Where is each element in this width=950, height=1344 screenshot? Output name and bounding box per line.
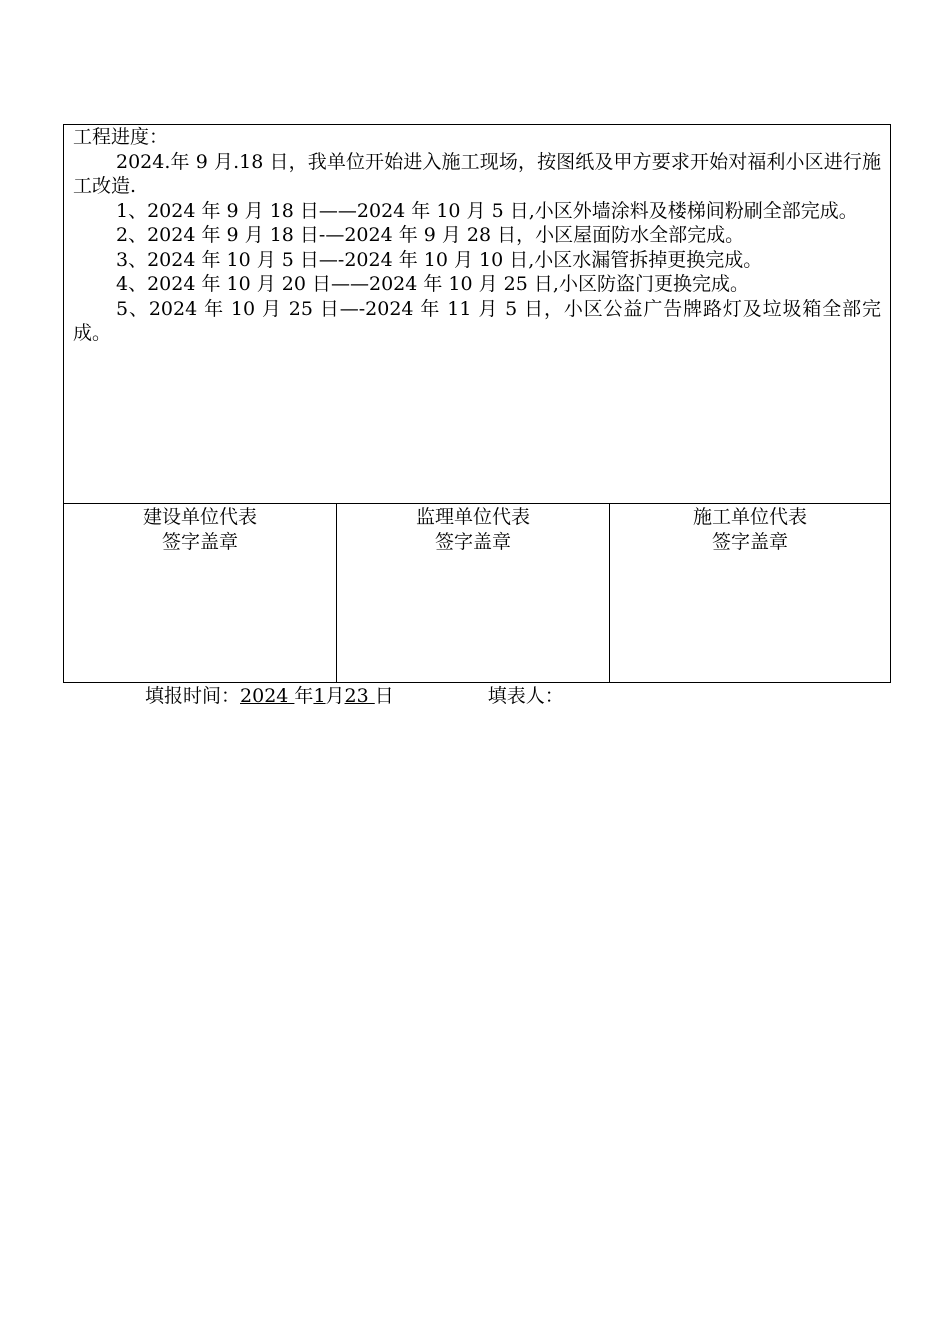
signature-title: 施工单位代表 — [692, 506, 807, 528]
progress-item: 4、2024 年 10 月 20 日——2024 年 10 月 25 日,小区防盗门更换完成。 — [116, 273, 749, 295]
progress-item: 1、2024 年 9 月 18 日——2024 年 10 月 5 日,小区外墙涂料及楼梯间粉刷全部完成。 — [116, 199, 858, 222]
progress-heading: 工程进度： — [73, 126, 169, 148]
signature-subtitle: 签字盖章 — [434, 531, 511, 553]
progress-item: 5、2024 年 10 月 25 日—-2024 年 11 月 5 日，小区公益广告牌路灯及垃圾箱全部完成。 — [73, 297, 881, 344]
supervisor-signature-cell — [337, 504, 610, 682]
construction-owner-signature-cell — [64, 504, 337, 682]
year-unit: 年 — [294, 685, 314, 707]
filler-label: 填表人： — [487, 685, 564, 707]
fill-month: 1 — [313, 685, 326, 707]
progress-cell — [64, 125, 890, 504]
fill-year: 2024 — [240, 685, 295, 707]
fill-time-label: 填报时间： — [145, 685, 241, 707]
progress-item: 3、2024 年 10 月 5 日—-2024 年 10 月 10 日,小区水漏管拆掉更换完成。 — [116, 248, 763, 271]
progress-intro: 2024.年 9 月.18 日，我单位开始进入施工现场，按图纸及甲方要求开始对福利小区进行施工改造. — [73, 150, 881, 197]
progress-item: 2、2024 年 9 月 18 日-—2024 年 9 月 28 日，小区屋面防水全部完成。 — [116, 224, 745, 246]
signature-subtitle: 签字盖章 — [711, 531, 788, 553]
form-footer — [145, 684, 564, 709]
month-unit: 月 — [325, 685, 345, 707]
day-unit: 日 — [374, 685, 394, 707]
signature-title: 建设单位代表 — [142, 506, 257, 528]
signature-row — [64, 504, 890, 682]
signature-title: 监理单位代表 — [415, 506, 530, 528]
signature-subtitle: 签字盖章 — [161, 531, 238, 553]
contractor-signature-cell — [610, 504, 890, 682]
fill-day: 23 — [344, 685, 375, 707]
progress-report-table — [63, 124, 891, 683]
